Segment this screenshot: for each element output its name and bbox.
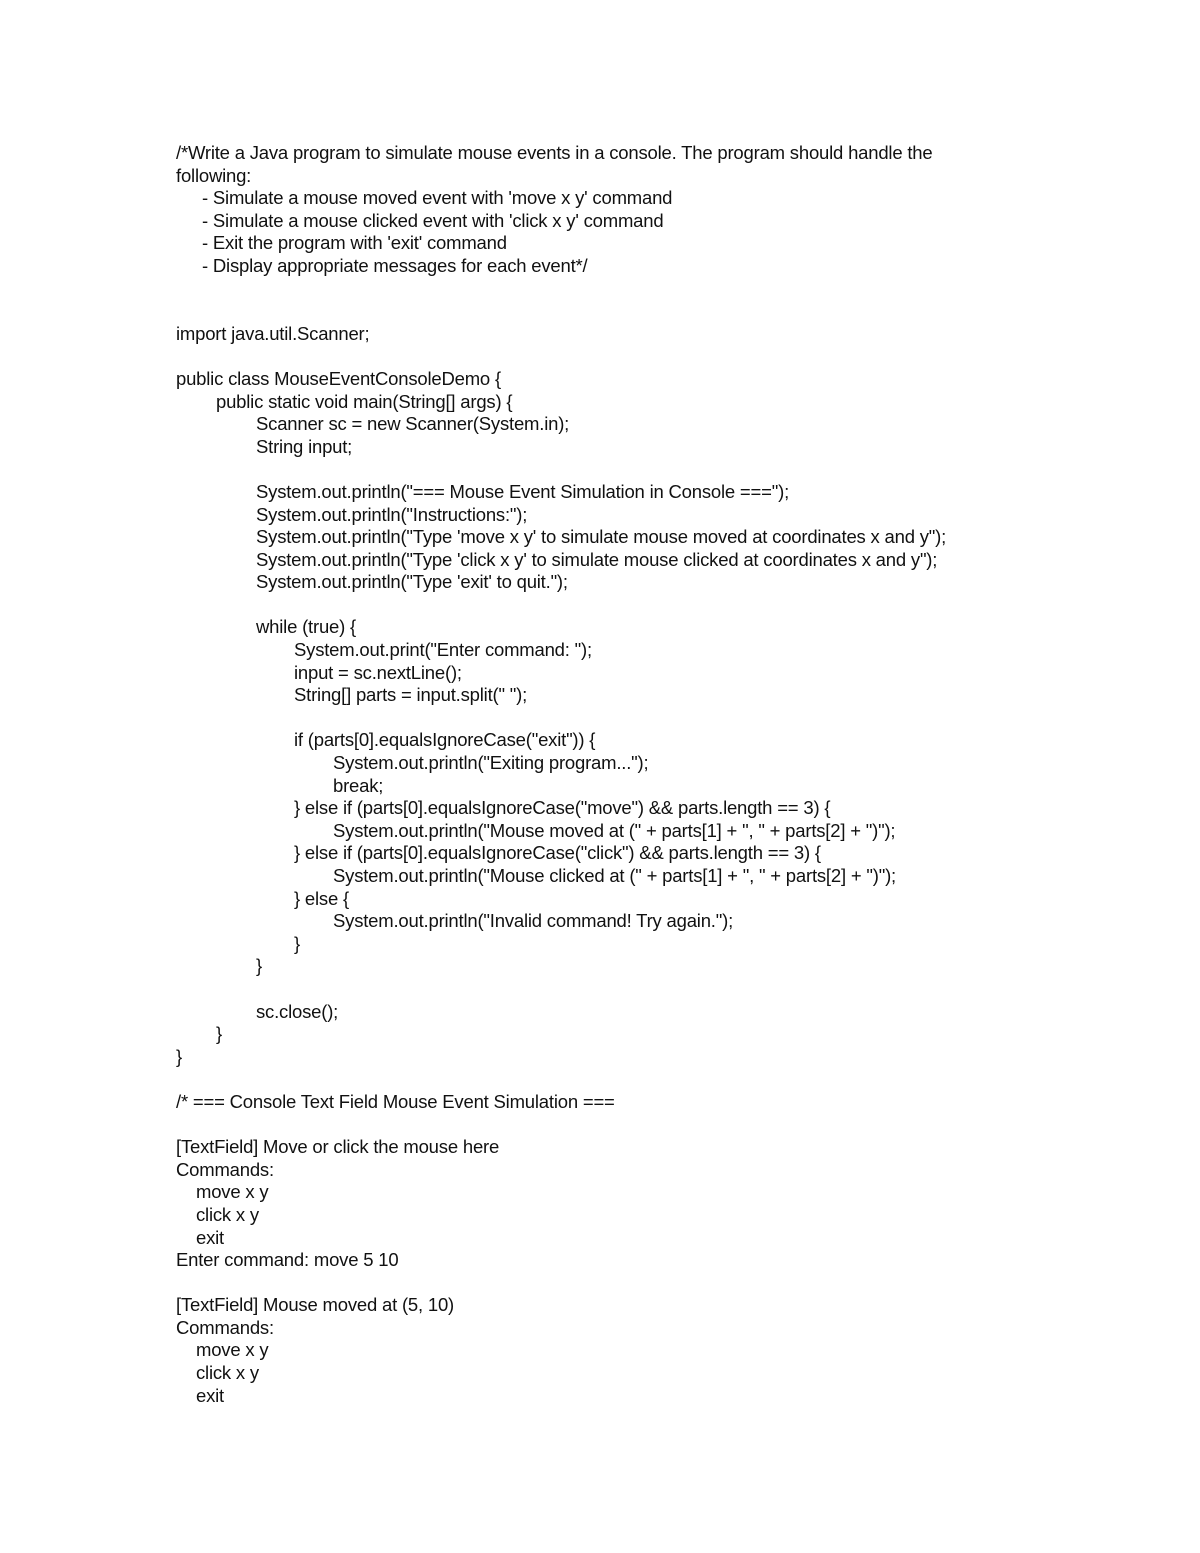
code-split-line: String[] parts = input.split(" "); xyxy=(294,684,528,706)
code-sc-close: sc.close(); xyxy=(256,1000,339,1022)
output-command-item: move x y xyxy=(196,1339,269,1361)
document-body xyxy=(176,142,1076,1407)
spacer xyxy=(176,1068,1076,1091)
code-close-class: } xyxy=(176,1045,182,1067)
code-input-decl: String input; xyxy=(256,435,353,457)
output-comment-title: /* === Console Text Field Mouse Event Simulation === xyxy=(176,1090,615,1112)
spacer xyxy=(176,1114,1076,1137)
output-prompt-line: Enter command: move 5 10 xyxy=(176,1249,399,1271)
spacer xyxy=(176,1272,1076,1295)
header-comment-line: /*Write a Java program to simulate mouse events in a console. The program should handle the xyxy=(176,142,933,163)
output-command-item: exit xyxy=(196,1384,224,1406)
code-println-invalid: System.out.println("Invalid command! Try again."); xyxy=(333,910,734,932)
spacer xyxy=(176,300,1076,323)
code-import: import java.util.Scanner; xyxy=(176,322,370,344)
output-textfield-line: [TextField] Move or click the mouse here xyxy=(176,1136,500,1158)
code-println-clicked: System.out.println("Mouse clicked at (" + parts[1] + ", " + parts[2] + ")"); xyxy=(333,865,896,886)
code-else-open: } else { xyxy=(294,887,349,909)
code-while-open: while (true) { xyxy=(256,616,357,638)
spacer xyxy=(176,707,1076,730)
code-read-line: input = sc.nextLine(); xyxy=(294,661,462,683)
code-break: break; xyxy=(333,774,384,796)
spacer xyxy=(176,594,1076,617)
code-close-if: } xyxy=(294,932,300,954)
spacer xyxy=(176,278,1076,301)
code-println-click: System.out.println("Type 'click x y' to simulate mouse clicked at coordinates x and y"); xyxy=(256,548,938,570)
output-command-item: move x y xyxy=(196,1181,269,1203)
code-println-title: System.out.println("=== Mouse Event Simulation in Console ==="); xyxy=(256,480,790,502)
output-commands-label: Commands: xyxy=(176,1316,274,1338)
code-println-move: System.out.println("Type 'move x y' to simulate mouse moved at coordinates x and y"); xyxy=(256,526,947,548)
code-print-prompt: System.out.print("Enter command: "); xyxy=(294,639,592,661)
code-main-decl: public static void main(String[] args) { xyxy=(216,390,513,412)
output-command-item: click x y xyxy=(196,1203,259,1225)
code-println-moved: System.out.println("Mouse moved at (" + parts[1] + ", " + parts[2] + ")"); xyxy=(333,819,896,841)
output-command-item: exit xyxy=(196,1226,224,1248)
spacer xyxy=(176,458,1076,481)
code-class-decl: public class MouseEventConsoleDemo { xyxy=(176,367,501,389)
output-textfield-line: [TextField] Mouse moved at (5, 10) xyxy=(176,1294,455,1316)
header-comment-bullet: - Simulate a mouse moved event with 'move x y' command xyxy=(202,187,673,209)
code-println-exit: System.out.println("Type 'exit' to quit."); xyxy=(256,571,568,593)
code-println-instructions: System.out.println("Instructions:"); xyxy=(256,503,528,525)
header-comment-bullet: - Simulate a mouse clicked event with 'click x y' command xyxy=(202,209,664,231)
code-close-main: } xyxy=(216,1023,222,1045)
header-comment-bullet: - Exit the program with 'exit' command xyxy=(202,232,507,254)
code-scanner-decl: Scanner sc = new Scanner(System.in); xyxy=(256,413,570,435)
output-command-item: click x y xyxy=(196,1362,259,1384)
header-comment-bullet: - Display appropriate messages for each event*/ xyxy=(202,254,588,276)
code-close-while: } xyxy=(256,955,262,977)
spacer xyxy=(176,978,1076,1001)
code-elseif-move: } else if (parts[0].equalsIgnoreCase("move") && parts.length == 3) { xyxy=(294,797,831,819)
spacer xyxy=(176,345,1076,368)
code-elseif-click: } else if (parts[0].equalsIgnoreCase("click") && parts.length == 3) { xyxy=(294,842,821,864)
output-commands-label: Commands: xyxy=(176,1158,274,1180)
code-println-exiting: System.out.println("Exiting program..."); xyxy=(333,752,649,774)
code-if-exit: if (parts[0].equalsIgnoreCase("exit")) { xyxy=(294,729,596,751)
header-comment-line: following: xyxy=(176,164,252,186)
